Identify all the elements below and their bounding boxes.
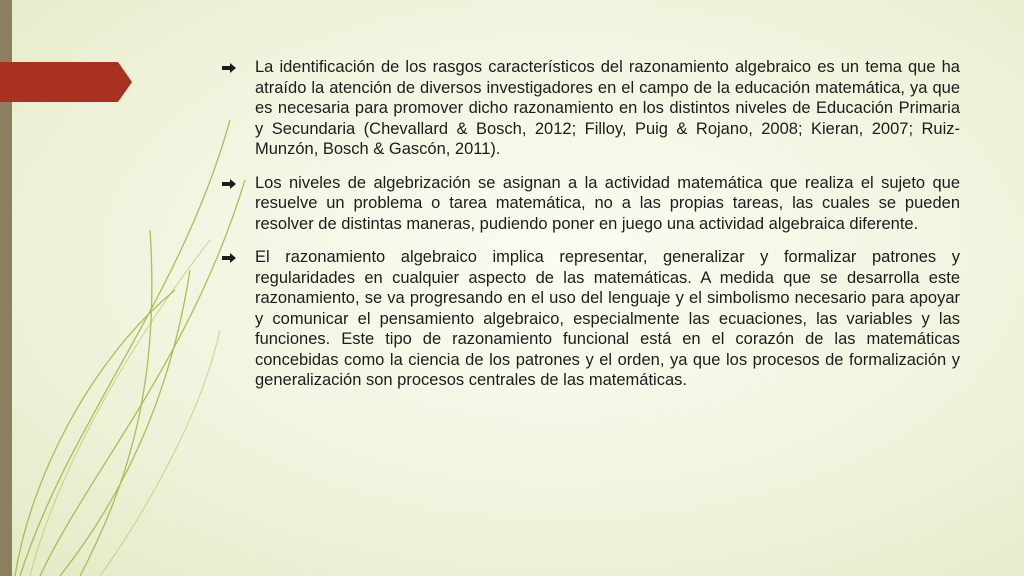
bullet-item xyxy=(222,57,960,160)
arrow-right-icon xyxy=(222,253,236,263)
bullet-item xyxy=(222,173,960,235)
bullet-text: Los niveles de algebrización se asignan a la actividad matemática que realiza el sujeto que resuelve un problema o tarea matemática, no a las propias tareas, las cuales se pueden resolver de distintas maneras, pudiendo poner en juego una actividad algebraica diferente. xyxy=(255,173,960,233)
bullet-text: La identificación de los rasgos característicos del razonamiento algebraico es un tema que ha atraído la atención de diversos investigadores en el campo de la educación matemática, ya que es necesaria para promover dicho razonamiento en los distintos niveles de Educación Primaria y Secundaria (Chevallard & Bosch, 2012; Filloy, Puig & Rojano, 2008; Kieran, 2007; Ruiz-Munzón, Bosch & Gascón, 2011). xyxy=(255,58,960,158)
red-accent-flag xyxy=(0,62,132,102)
slide-content xyxy=(222,57,960,404)
arrow-right-icon xyxy=(222,63,236,73)
arrow-right-icon xyxy=(222,179,236,189)
bullet-item xyxy=(222,247,960,391)
bullet-text: El razonamiento algebraico implica representar, generalizar y formalizar patrones y regularidades en cualquier aspecto de las matemáticas. A medida que se desarrolla este razonamiento, se va progresando en el uso del lenguaje y el simbolismo necesario para apoyar y comunicar el pensamiento algebraico, especialmente las ecuaciones, las variables y las funciones. Este tipo de razonamiento funcional está en el corazón de las matemáticas concebidas como la ciencia de los patrones y el orden, ya que los procesos de formalización y generalización son procesos centrales de las matemáticas. xyxy=(255,248,960,389)
